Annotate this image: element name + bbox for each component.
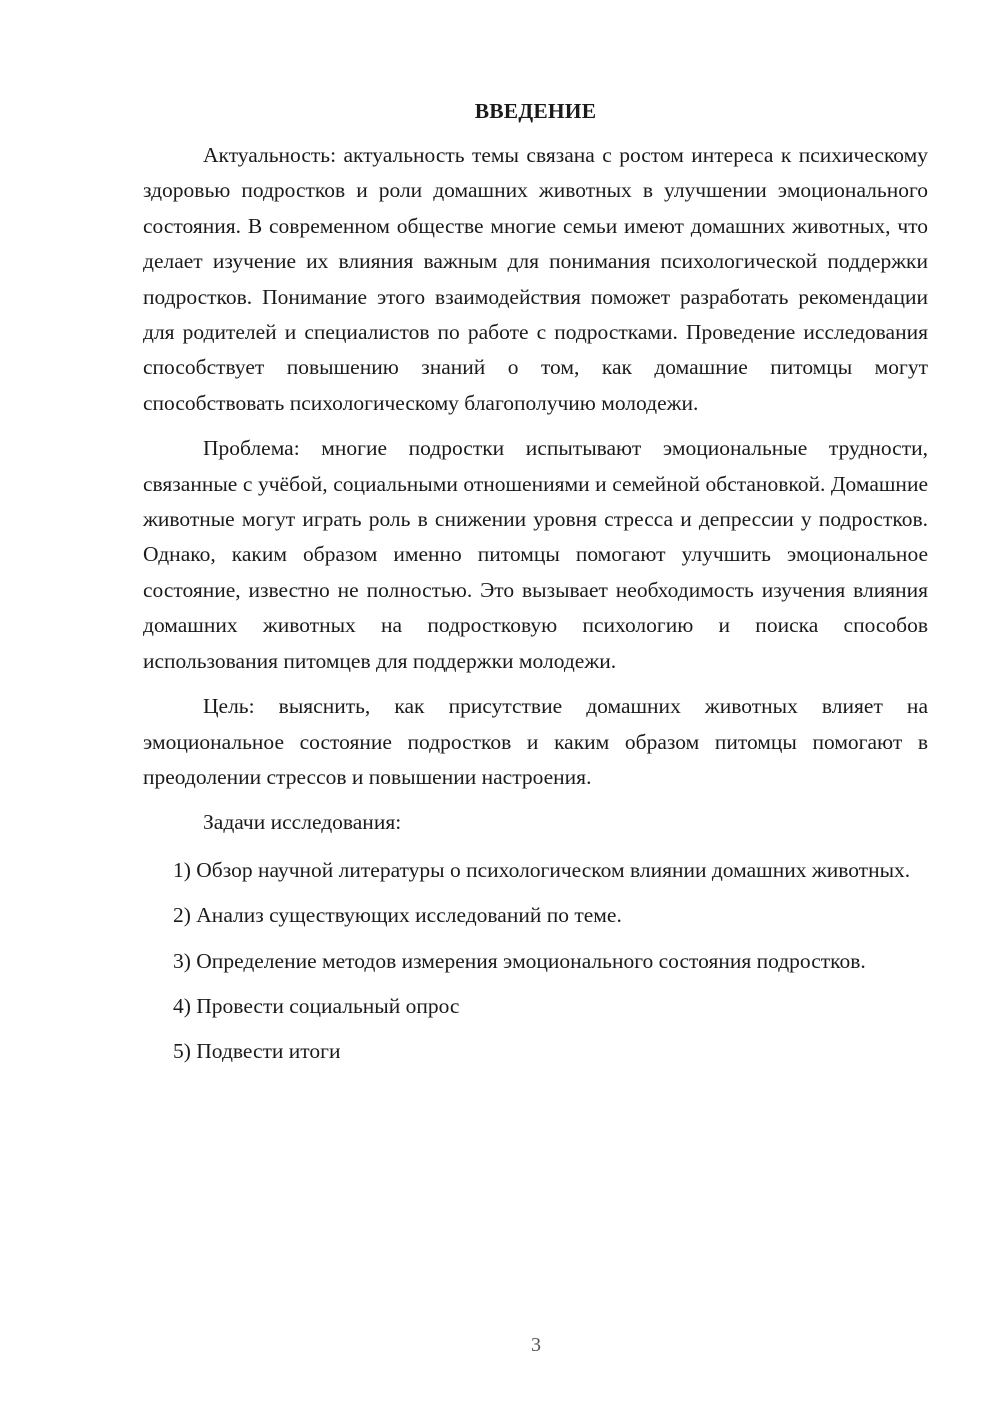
document-page: [143, 96, 928, 1080]
task-item-4: 4) Провести социальный опрос: [173, 993, 460, 1018]
section-heading: ВВЕДЕНИЕ: [474, 99, 597, 123]
task-item-1: 1) Обзор научной литературы о психологическом влиянии домашних животных.: [173, 857, 911, 882]
task-item-2: 2) Анализ существующих исследований по теме.: [173, 903, 622, 928]
paragraph-tasks-heading: Задачи исследования:: [203, 810, 402, 835]
paragraph-goal: Цель: выяснить, как присутствие домашних животных влияет на эмоциональное состояние подростков и каким образом питомцы помогают в преодолении стрессов и повышении настроения.: [143, 694, 928, 789]
task-item-5: 5) Подвести итоги: [173, 1039, 341, 1064]
page-number: 3: [531, 1334, 541, 1356]
task-item-3: 3) Определение методов измерения эмоционального состояния подростков.: [173, 948, 866, 973]
paragraph-problem: Проблема: многие подростки испытывают эмоциональные трудности, связанные с учёбой, социальными отношениями и семейной обстановкой. Домашние животные могут играть роль в снижении уровня стресса и депрессии у подростков. Однако, каким образом именно питомцы помогают улучшить эмоциональное состояние, известно не полностью. Это вызывает необходимость изучения влияния домашних животных на подростковую психологию и поиска способов использования питомцев для поддержки молодежи.: [143, 436, 928, 673]
paragraph-relevance: Актуальность: актуальность темы связана с ростом интереса к психическому здоровью подростков и роли домашних животных в улучшении эмоционального состояния. В современном обществе многие семьи имеют домашних животных, что делает изучение их влияния важным для понимания психологической поддержки подростков. Понимание этого взаимодействия поможет разработать рекомендации для родителей и специалистов по работе с подростками. Проведение исследования способствует повышению знаний о том, как домашние питомцы могут способствовать психологическому благополучию молодежи.: [143, 143, 928, 415]
